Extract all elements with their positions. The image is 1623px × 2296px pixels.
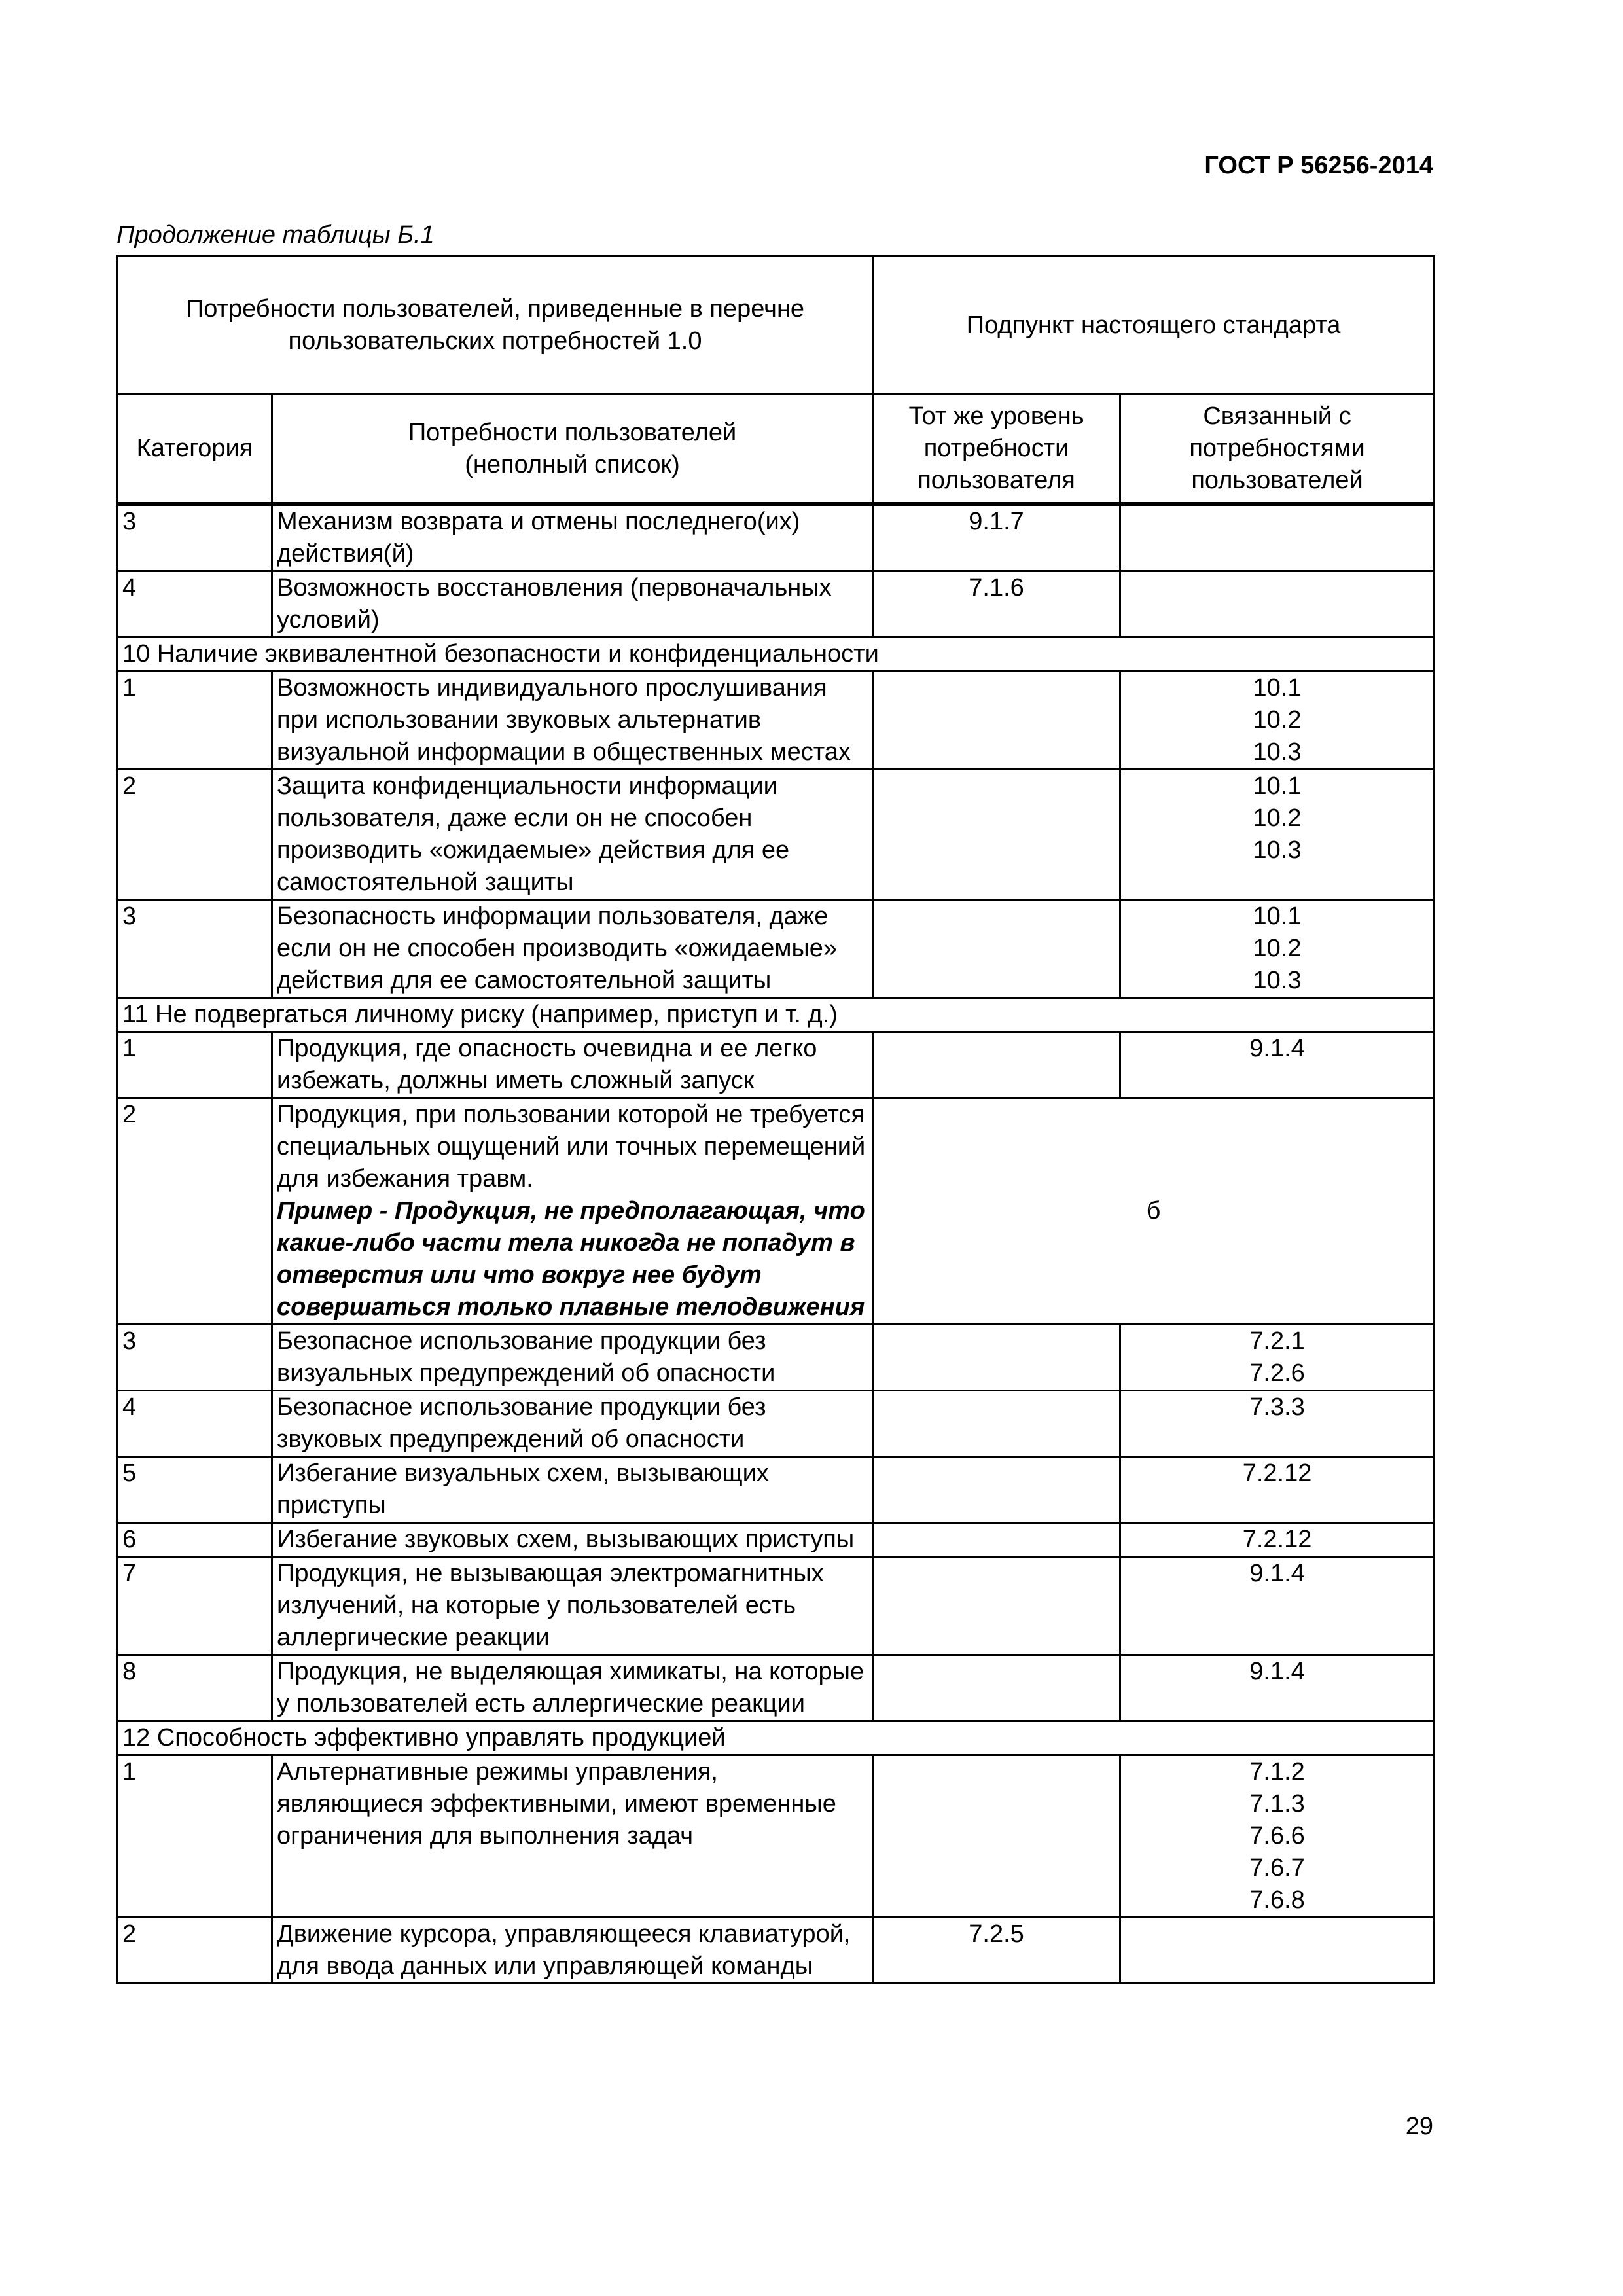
need-cell: Продукция, не выделяющая химикаты, на которые у пользователей есть аллергические реакции [272,1655,873,1721]
category-cell: 4 [118,571,272,637]
related-ref: 7.1.2 [1249,1758,1305,1785]
same-level-cell [873,1325,1120,1391]
table-row [118,1032,1435,1098]
need-cell: Механизм возврата и отмены последнего(их) действия(й) [272,504,873,571]
related-ref: 7.6.8 [1249,1886,1305,1914]
related-ref: 10.1 [1253,772,1302,800]
same-level-cell [873,770,1120,900]
related-ref: 7.2.6 [1249,1359,1305,1387]
header-needs-line2: (неполный список) [465,450,680,478]
header-needs-line1: Потребности пользователей [408,418,737,446]
table-subheader-row [118,395,1435,505]
same-level-cell [873,1391,1120,1457]
related-ref: 7.6.7 [1249,1854,1305,1882]
related-cell [1120,672,1435,770]
related-cell [1120,1918,1435,1984]
same-level-cell: 9.1.7 [873,504,1120,571]
related-ref: 7.2.1 [1249,1327,1305,1355]
related-ref: 10.2 [1253,935,1302,962]
same-level-cell [873,1032,1120,1098]
related-cell [1120,900,1435,998]
related-cell: 7.3.3 [1120,1391,1435,1457]
section-row [118,1721,1435,1755]
related-cell: 7.2.12 [1120,1457,1435,1523]
category-cell: 2 [118,770,272,900]
related-cell [1120,504,1435,571]
need-cell: Движение курсора, управляющееся клавиатурой, для ввода данных или управляющей команды [272,1918,873,1984]
example-note: Пример - Продукция, не предполагающая, что какие-либо части тела никогда не попадут в отверстия или что вокруг нее будут совершаться только плавные телодвижения [277,1197,865,1321]
table-row [118,1523,1435,1557]
category-cell: 2 [118,1918,272,1984]
category-cell: 1 [118,672,272,770]
table-header-row [118,257,1435,395]
need-cell: Избегание визуальных схем, вызывающих приступы [272,1457,873,1523]
related-cell [1120,571,1435,637]
requirements-table [116,255,1435,1984]
same-level-cell: 7.1.6 [873,571,1120,637]
table-row [118,770,1435,900]
table-row [118,571,1435,637]
merged-reference-cell: б [873,1098,1435,1325]
table-row [118,1755,1435,1918]
header-group-left: Потребности пользователей, приведенные в перечне пользовательских потребностей 1.0 [118,257,873,395]
category-cell: 3 [118,1325,272,1391]
header-same-level: Тот же уровень потребности пользователя [873,395,1120,505]
same-level-cell [873,672,1120,770]
category-cell: 7 [118,1557,272,1655]
need-cell: Избегание звуковых схем, вызывающих приступы [272,1523,873,1557]
related-ref: 10.1 [1253,674,1302,702]
category-cell: 1 [118,1755,272,1918]
category-cell: 6 [118,1523,272,1557]
table-row [118,1557,1435,1655]
table-row [118,504,1435,571]
same-level-cell [873,1557,1120,1655]
need-cell: Защита конфиденциальности информации пользователя, даже если он не способен производить «ожидаемые» действия для ее самостоятельной защиты [272,770,873,900]
table-row [118,1655,1435,1721]
table-row [118,1918,1435,1984]
same-level-cell [873,1755,1120,1918]
category-cell: 2 [118,1098,272,1325]
same-level-cell [873,1457,1120,1523]
category-cell: 4 [118,1391,272,1457]
need-cell [272,1098,873,1325]
need-cell: Продукция, не вызывающая электромагнитных излучений, на которые у пользователей есть аллергические реакции [272,1557,873,1655]
table-row [118,1391,1435,1457]
document-code: ГОСТ Р 56256-2014 [1204,152,1433,179]
header-group-right: Подпункт настоящего стандарта [873,257,1435,395]
related-cell: 9.1.4 [1120,1557,1435,1655]
same-level-cell [873,1523,1120,1557]
related-ref: 7.1.3 [1249,1790,1305,1818]
related-cell: 7.2.12 [1120,1523,1435,1557]
category-cell: 3 [118,504,272,571]
need-cell: Возможность восстановления (первоначальных условий) [272,571,873,637]
same-level-cell [873,1655,1120,1721]
header-category: Категория [118,395,272,505]
section-row [118,998,1435,1032]
category-cell: 1 [118,1032,272,1098]
header-related: Связанный с потребностями пользователей [1120,395,1435,505]
category-cell: 8 [118,1655,272,1721]
need-cell: Продукция, где опасность очевидна и ее легко избежать, должны иметь сложный запуск [272,1032,873,1098]
category-cell: 5 [118,1457,272,1523]
need-cell: Безопасное использование продукции без визуальных предупреждений об опасности [272,1325,873,1391]
page-number: 29 [1405,2113,1433,2140]
related-ref: 10.3 [1253,967,1302,994]
need-text: Продукция, при пользовании которой не требуется специальных ощущений или точных перемещений для избежания травм. [277,1101,866,1193]
table-row [118,900,1435,998]
same-level-cell: 7.2.5 [873,1918,1120,1984]
need-cell: Возможность индивидуального прослушивания при использовании звуковых альтернатив визуальной информации в общественных местах [272,672,873,770]
table-row [118,1325,1435,1391]
need-cell: Альтернативные режимы управления, являющиеся эффективными, имеют временные ограничения для выполнения задач [272,1755,873,1918]
header-needs [272,395,873,505]
related-cell: 9.1.4 [1120,1032,1435,1098]
table-row [118,1098,1435,1325]
section-title-10: 10 Наличие эквивалентной безопасности и конфиденциальности [118,637,1435,672]
related-cell [1120,1325,1435,1391]
related-ref: 10.3 [1253,836,1302,864]
table-row [118,672,1435,770]
table-row [118,1457,1435,1523]
related-ref: 7.6.6 [1249,1822,1305,1850]
category-cell: 3 [118,900,272,998]
section-title-12: 12 Способность эффективно управлять продукцией [118,1721,1435,1755]
related-ref: 10.3 [1253,738,1302,766]
related-cell [1120,770,1435,900]
need-cell: Безопасность информации пользователя, даже если он не способен производить «ожидаемые» действия для ее самостоятельной защиты [272,900,873,998]
table-caption: Продолжение таблицы Б.1 [116,221,435,249]
need-cell: Безопасное использование продукции без звуковых предупреждений об опасности [272,1391,873,1457]
related-ref: 10.1 [1253,903,1302,930]
related-cell [1120,1755,1435,1918]
section-row [118,637,1435,672]
same-level-cell [873,900,1120,998]
related-ref: 10.2 [1253,706,1302,734]
section-title-11: 11 Не подвергаться личному риску (например, приступ и т. д.) [118,998,1435,1032]
related-ref: 10.2 [1253,804,1302,832]
related-cell: 9.1.4 [1120,1655,1435,1721]
